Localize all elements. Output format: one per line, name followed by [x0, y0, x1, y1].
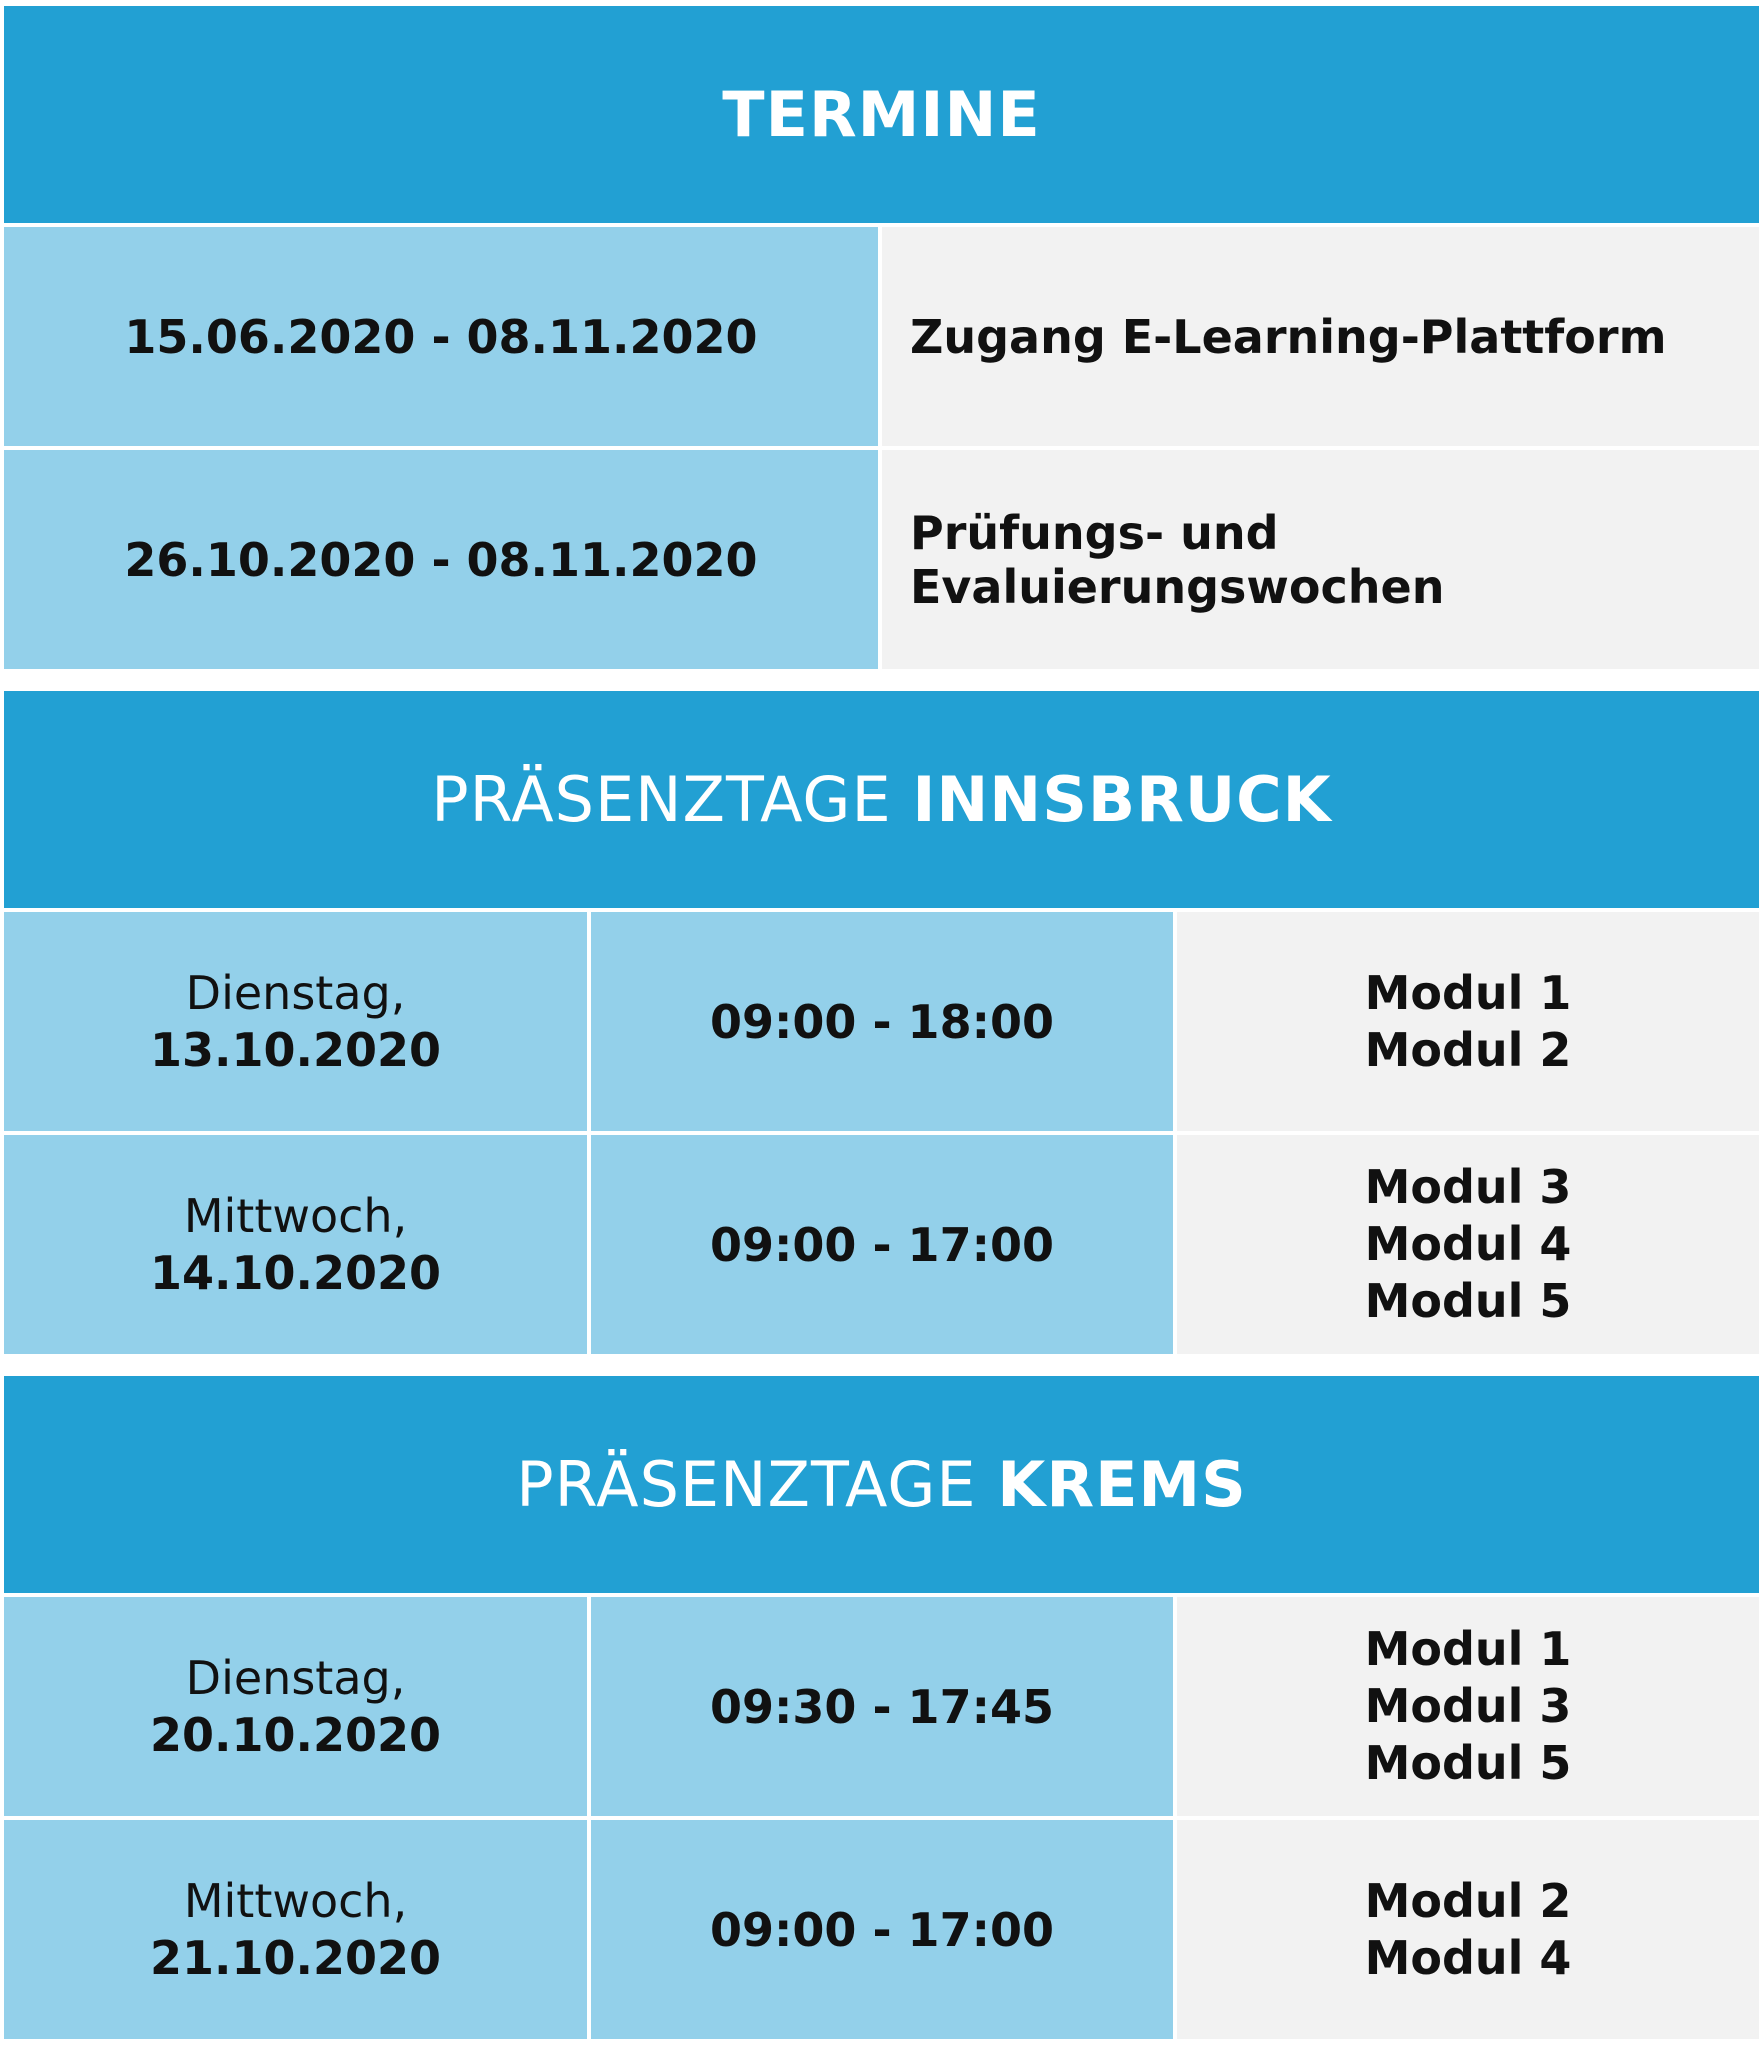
module-item: Modul 2 — [1364, 1873, 1572, 1928]
innsbruck-title-prefix: PRÄSENZTAGE — [431, 763, 892, 836]
session-day-cell — [4, 1820, 587, 2039]
termine-title: TERMINE — [722, 78, 1041, 151]
module-item: Modul 1 — [1364, 965, 1572, 1020]
session-date: 13.10.2020 — [149, 1022, 441, 1077]
krems-title-prefix: PRÄSENZTAGE — [516, 1448, 977, 1521]
termine-row — [4, 450, 1759, 669]
krems-row — [4, 1820, 1759, 2039]
session-time: 09:00 - 17:00 — [591, 1820, 1173, 2039]
termine-section — [4, 6, 1759, 669]
session-time: 09:00 - 18:00 — [591, 912, 1173, 1131]
krems-header — [4, 1376, 1759, 1593]
session-weekday: Mittwoch, — [183, 1188, 408, 1243]
session-date: 21.10.2020 — [149, 1930, 441, 1985]
innsbruck-header — [4, 691, 1759, 908]
module-item: Modul 5 — [1364, 1736, 1572, 1790]
termine-date-range: 26.10.2020 - 08.11.2020 — [4, 450, 878, 669]
innsbruck-row — [4, 1135, 1759, 1354]
krems-title-location: KREMS — [997, 1448, 1247, 1521]
module-item: Modul 4 — [1364, 1217, 1572, 1271]
session-modules-cell — [1177, 912, 1759, 1131]
termine-description: Zugang E-Learning-Plattform — [882, 227, 1759, 446]
module-list — [1365, 1159, 1572, 1330]
innsbruck-section — [4, 691, 1759, 1354]
module-item: Modul 5 — [1364, 1274, 1572, 1328]
session-modules-cell — [1177, 1820, 1759, 2039]
module-item: Modul 2 — [1364, 1022, 1572, 1077]
module-item: Modul 1 — [1364, 1622, 1572, 1676]
session-day-cell — [4, 1135, 587, 1354]
module-list — [1365, 1873, 1572, 1987]
termine-description: Prüfungs- und Evaluierungswochen — [882, 450, 1759, 669]
session-day-cell — [4, 912, 587, 1131]
session-weekday: Dienstag, — [185, 965, 406, 1020]
session-weekday: Dienstag, — [185, 1650, 406, 1705]
session-date: 14.10.2020 — [149, 1245, 441, 1300]
module-item: Modul 4 — [1364, 1930, 1572, 1985]
session-modules-cell — [1177, 1597, 1759, 1816]
module-list — [1365, 965, 1572, 1079]
innsbruck-row — [4, 912, 1759, 1131]
module-list — [1365, 1621, 1572, 1792]
session-time: 09:30 - 17:45 — [591, 1597, 1173, 1816]
termine-date-range: 15.06.2020 - 08.11.2020 — [4, 227, 878, 446]
module-item: Modul 3 — [1364, 1679, 1572, 1733]
termine-header — [4, 6, 1759, 223]
session-date: 20.10.2020 — [149, 1707, 441, 1762]
session-weekday: Mittwoch, — [183, 1873, 408, 1928]
innsbruck-title-location: INNSBRUCK — [912, 763, 1332, 836]
krems-section — [4, 1376, 1759, 2039]
krems-row — [4, 1597, 1759, 1816]
module-item: Modul 3 — [1364, 1160, 1572, 1214]
session-modules-cell — [1177, 1135, 1759, 1354]
session-day-cell — [4, 1597, 587, 1816]
termine-row — [4, 227, 1759, 446]
session-time: 09:00 - 17:00 — [591, 1135, 1173, 1354]
